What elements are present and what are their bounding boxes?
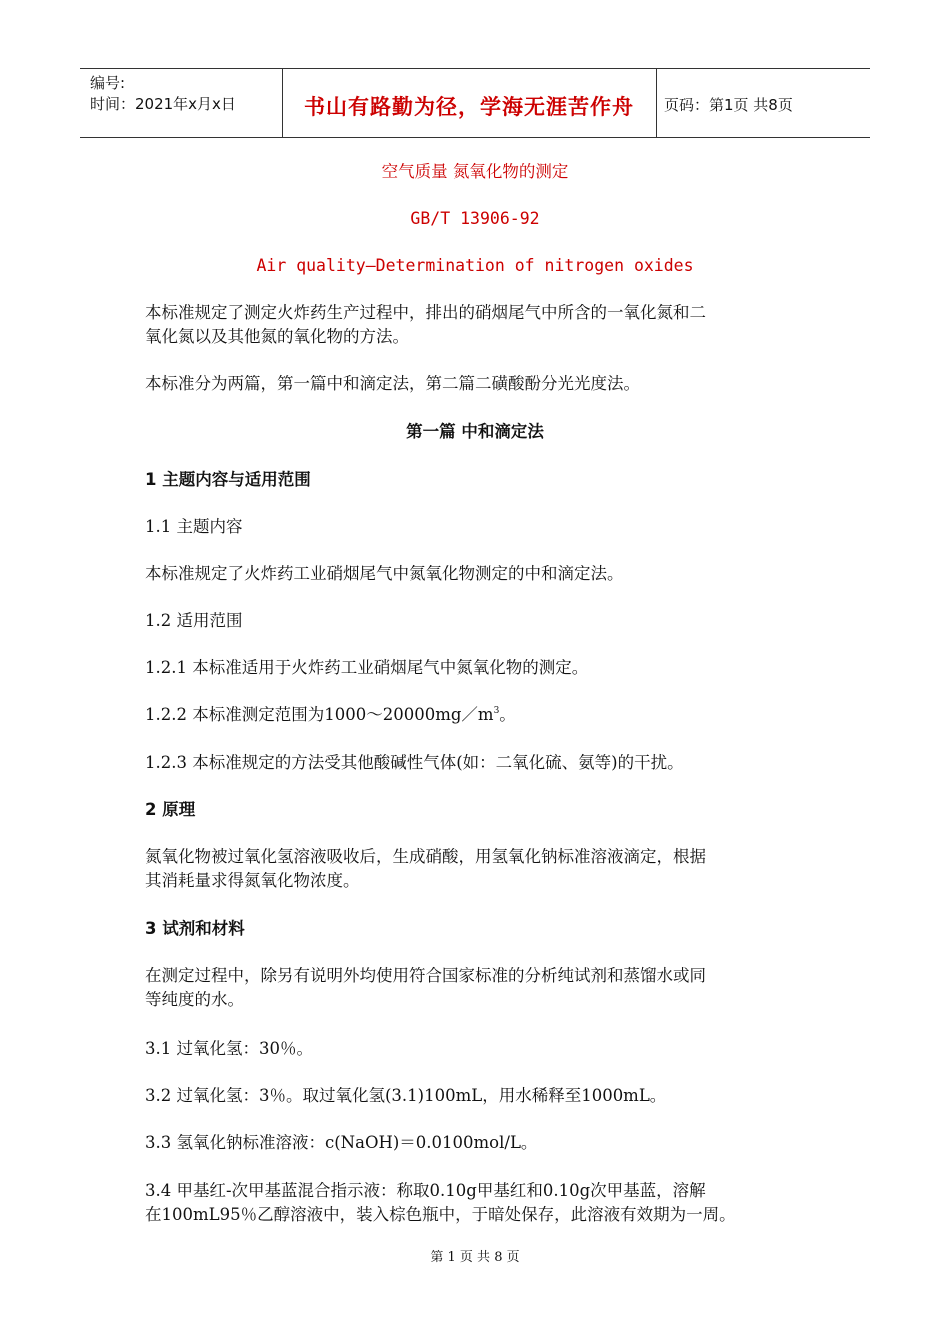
header-page-info: 页码：第1页 共8页 xyxy=(664,96,793,114)
header-divider xyxy=(656,69,657,137)
clause: 3.3 氢氧化钠标准溶液：c(NaOH)＝0.0100mol/L。 xyxy=(145,1133,538,1152)
clause: 1.2.1 本标准适用于火炸药工业硝烟尾气中氮氧化物的测定。 xyxy=(145,658,589,677)
paragraph-line: 氧化氮以及其他氮的氧化物的方法。 xyxy=(145,327,409,346)
clause-line: 3.4 甲基红-次甲基蓝混合指示液：称取0.10g甲基红和0.10g次甲基蓝，溶解 xyxy=(145,1181,706,1200)
header-meta xyxy=(90,73,236,115)
paragraph: 本标准分为两篇，第一篇中和滴定法，第二篇二磺酸酚分光光度法。 xyxy=(145,374,640,393)
clause: 3.1 过氧化氢：30％。 xyxy=(145,1039,313,1058)
section-heading: 3 试剂和材料 xyxy=(145,919,245,938)
number-label: 编号: xyxy=(90,74,126,92)
document-header xyxy=(80,68,870,138)
paragraph-line: 在测定过程中，除另有说明外均使用符合国家标准的分析纯试剂和蒸馏水或同 xyxy=(145,966,706,985)
paragraph-line: 本标准规定了测定火炸药生产过程中，排出的硝烟尾气中所含的一氧化氮和二 xyxy=(145,303,706,322)
subsection-heading: 1.1 主题内容 xyxy=(145,517,243,536)
title-code: GB/T 13906-92 xyxy=(410,209,540,228)
paragraph-line: 氮氧化物被过氧化氢溶液吸收后，生成硝酸，用氢氧化钠标准溶液滴定，根据 xyxy=(145,847,706,866)
part-heading: 第一篇 中和滴定法 xyxy=(406,422,544,441)
header-motto: 书山有路勤为径，学海无涯苦作舟 xyxy=(304,95,634,119)
title-cn: 空气质量 氮氧化物的测定 xyxy=(381,162,569,181)
paragraph: 本标准规定了火炸药工业硝烟尾气中氮氧化物测定的中和滴定法。 xyxy=(145,564,624,583)
time-label: 时间：2021年x月x日 xyxy=(90,95,236,113)
paragraph-line: 等纯度的水。 xyxy=(145,990,244,1009)
clause: 3.2 过氧化氢：3％。取过氧化氢(3.1)100mL，用水稀释至1000mL。 xyxy=(145,1086,667,1105)
clause-line: 在100mL95％乙醇溶液中，装入棕色瓶中，于暗处保存，此溶液有效期为一周。 xyxy=(145,1205,736,1224)
clause xyxy=(145,703,516,727)
title-en: Air quality—Determination of nitrogen oxides xyxy=(256,256,694,275)
clause-end: 。 xyxy=(499,705,516,724)
page-footer: 第 1 页 共 8 页 xyxy=(430,1250,520,1265)
paragraph-line: 其消耗量求得氮氧化物浓度。 xyxy=(145,871,360,890)
superscript: 3 xyxy=(493,706,500,716)
section-heading: 1 主题内容与适用范围 xyxy=(145,470,311,489)
subsection-heading: 1.2 适用范围 xyxy=(145,611,243,630)
clause-text: 1.2.2 本标准测定范围为1000～20000mg／m xyxy=(145,705,494,724)
clause: 1.2.3 本标准规定的方法受其他酸碱性气体(如：二氧化硫、氨等)的干扰。 xyxy=(145,753,684,772)
section-heading: 2 原理 xyxy=(145,800,196,819)
